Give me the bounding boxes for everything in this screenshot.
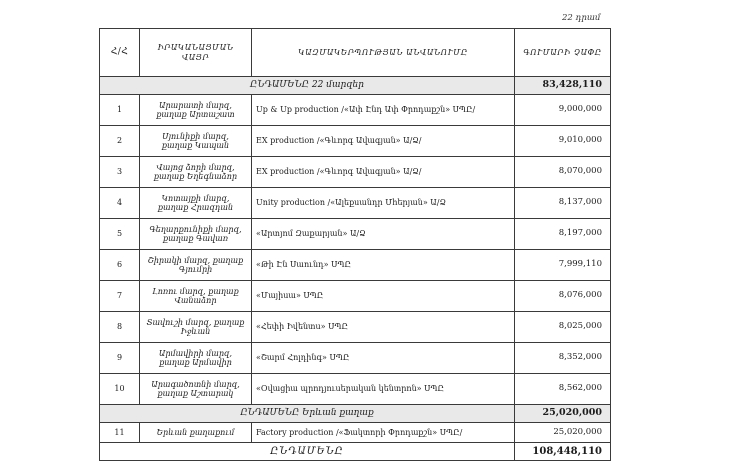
row-organization: EX production /«Գևորգ Ավագյան» Ա/Ձ/ <box>252 126 515 157</box>
header-amount: ԳՈՒՄԱՐԻ ՉԱՓԸ <box>515 29 611 77</box>
table-row <box>100 374 611 405</box>
row-location <box>140 343 252 374</box>
row-location-line: Լոռու մարզ, քաղաք <box>152 286 239 296</box>
row-organization: Factory production /«Ֆակտորի Փրոդաքշն» ՍՊԸ/ <box>252 423 515 443</box>
row-organization: «Արտյոմ Զաքարյան» Ա/Ձ <box>252 219 515 250</box>
row-amount: 8,137,000 <box>515 188 611 219</box>
row-organization: Up & Up production /«Ափ Էնդ Ափ Փրոդաքշն» ՍՊԸ/ <box>252 95 515 126</box>
row-location-line: քաղաք Հրազդան <box>157 203 234 212</box>
row-number: 2 <box>100 126 140 157</box>
grand-total-label: ԸՆԴԱՄԵՆԸ <box>100 443 515 461</box>
row-number: 7 <box>100 281 140 312</box>
subtotal-regions-label: ԸՆԴԱՄԵՆԸ 22 մարզեր <box>100 77 515 95</box>
row-amount: 9,000,000 <box>515 95 611 126</box>
table-row <box>100 423 611 443</box>
row-organization: «Թի Էն Սաունդ» ՍՊԸ <box>252 250 515 281</box>
header-row <box>100 29 611 77</box>
row-location-line: քաղաք Կապան <box>161 141 230 150</box>
row-location-line: Վանաձոր <box>174 296 217 305</box>
row-organization: Unity production /«Ալեքսանդր Մհերյան» Ա/Ձ <box>252 188 515 219</box>
row-organization: «Հեփի Իվենտս» ՍՊԸ <box>252 312 515 343</box>
row-location-line: քաղաք Աշտարակ <box>157 389 234 398</box>
table-row <box>100 281 611 312</box>
row-location <box>140 157 252 188</box>
row-location-line: քաղաք Գավառ <box>163 234 228 243</box>
grand-total-row <box>100 443 611 461</box>
row-location-line: Արագածոտնի մարզ, <box>151 379 240 389</box>
row-number: 5 <box>100 219 140 250</box>
funding-table <box>99 28 611 461</box>
row-location <box>140 188 252 219</box>
row-amount: 8,562,000 <box>515 374 611 405</box>
table-row <box>100 188 611 219</box>
subtotal-yerevan-amount: 25,020,000 <box>515 405 611 423</box>
table-row <box>100 95 611 126</box>
row-number: 8 <box>100 312 140 343</box>
row-location <box>140 312 252 343</box>
row-location: Երևան քաղաքում <box>140 423 252 443</box>
row-location <box>140 281 252 312</box>
row-location-line: Վայոց ձորի մարզ, <box>156 162 235 172</box>
row-location-line: Տավուշի մարզ, քաղաք <box>146 317 245 327</box>
table-row <box>100 126 611 157</box>
row-number: 4 <box>100 188 140 219</box>
region-rows <box>100 95 611 405</box>
row-organization: «Շարմ Հոլդինգ» ՍՊԸ <box>252 343 515 374</box>
row-number: 11 <box>100 423 140 443</box>
table-row <box>100 157 611 188</box>
row-location <box>140 374 252 405</box>
row-amount: 7,999,110 <box>515 250 611 281</box>
grand-total-amount: 108,448,110 <box>515 443 611 461</box>
subtotal-regions-row <box>100 77 611 95</box>
row-location <box>140 126 252 157</box>
row-organization: «Օվացիա պրոդյուսերական կենտրոն» ՍՊԸ <box>252 374 515 405</box>
table-row <box>100 219 611 250</box>
row-location <box>140 250 252 281</box>
row-location-line: Կոտայքի մարզ, <box>161 193 230 203</box>
row-location-line: քաղաք Արտաշատ <box>156 110 235 119</box>
row-location-line: Արարատի մարզ, <box>159 100 232 110</box>
row-amount: 8,070,000 <box>515 157 611 188</box>
row-location-line: Շիրակի մարզ, քաղաք <box>147 255 244 265</box>
row-amount: 8,197,000 <box>515 219 611 250</box>
table-row <box>100 250 611 281</box>
row-location-line: Գեղարքունիքի մարզ, <box>149 224 242 234</box>
row-amount: 25,020,000 <box>515 423 611 443</box>
row-location-line: Գյումրի <box>178 265 213 274</box>
table-row <box>100 343 611 374</box>
row-number: 9 <box>100 343 140 374</box>
subtotal-regions-amount: 83,428,110 <box>515 77 611 95</box>
subtotal-yerevan-row <box>100 405 611 423</box>
header-num: Հ/Հ <box>100 29 140 77</box>
row-organization: EX production /«Գևորգ Ավագյան» Ա/Ձ/ <box>252 157 515 188</box>
row-amount: 9,010,000 <box>515 126 611 157</box>
subtotal-yerevan-label: ԸՆԴԱՄԵՆԸ Երևան քաղաք <box>100 405 515 423</box>
row-location-line: Իջևան <box>180 327 211 336</box>
row-location-line: քաղաք Արմավիր <box>159 358 232 367</box>
row-amount: 8,352,000 <box>515 343 611 374</box>
row-location <box>140 219 252 250</box>
row-organization: «Մայիսա» ՍՊԸ <box>252 281 515 312</box>
row-location <box>140 95 252 126</box>
row-number: 6 <box>100 250 140 281</box>
row-number: 1 <box>100 95 140 126</box>
header-organization: ԿԱԶՄԱԿԵՐՊՈՒԹՅԱՆ ԱՆՎԱՆՈՒՄԸ <box>252 29 515 77</box>
table-row <box>100 312 611 343</box>
header-location: ԻՐԱԿԱՆԱՑՄԱՆ ՎԱՅՐ <box>140 29 252 77</box>
row-amount: 8,025,000 <box>515 312 611 343</box>
row-number: 3 <box>100 157 140 188</box>
row-location-line: Սյունիքի մարզ, <box>162 131 229 141</box>
currency-note: 22 դրամ <box>562 13 601 23</box>
row-number: 10 <box>100 374 140 405</box>
row-amount: 8,076,000 <box>515 281 611 312</box>
row-location-line: քաղաք Եղեգնաձոր <box>153 172 238 181</box>
row-location-line: Արմավիրի մարզ, <box>158 348 233 358</box>
